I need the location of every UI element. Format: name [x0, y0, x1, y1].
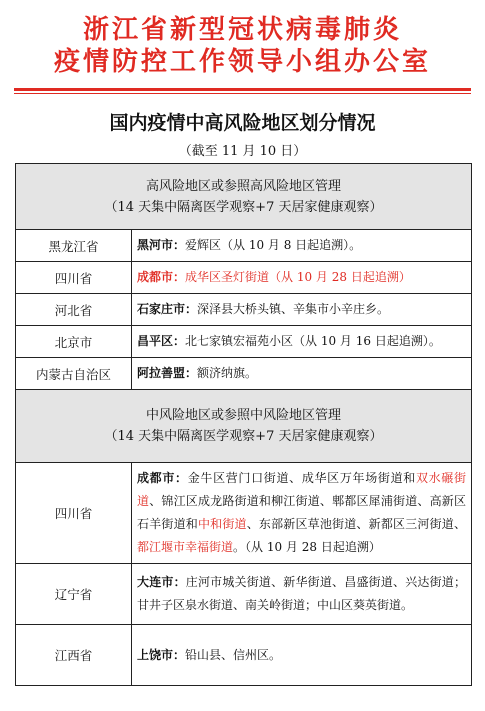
area-cell — [132, 326, 472, 358]
table-row — [16, 230, 472, 262]
city-label: 黑河市： — [137, 238, 186, 252]
city-label: 成都市： — [137, 270, 186, 284]
province-cell: 河北省 — [16, 294, 132, 326]
area-cell — [132, 358, 472, 390]
area-detail: 爱辉区（从 10 月 8 日起追溯）。 — [185, 238, 362, 252]
city-label: 大连市： — [137, 575, 186, 589]
area-cell — [132, 564, 472, 625]
high-risk-heading: 高风险地区或参照高风险地区管理 — [145, 178, 341, 194]
province-cell: 辽宁省 — [16, 564, 132, 625]
area-detail: 成华区圣灯街道（从 10 月 28 日起追溯） — [185, 270, 411, 284]
office-letterhead — [0, 14, 485, 78]
province-cell: 黑龙江省 — [16, 230, 132, 262]
city-label: 昌平区： — [137, 334, 186, 348]
area-detail: 、锦江区成龙路街道和柳江街道、郫都区犀浦街道、高新区石羊街道和 — [137, 494, 466, 531]
mid-risk-note: （14 天集中隔离医学观察+7 天居家健康观察） — [104, 429, 383, 444]
area-detail-highlight: 都江堰市幸福街道 — [137, 540, 234, 554]
city-label: 石家庄市： — [137, 302, 198, 316]
high-risk-note: （14 天集中隔离医学观察+7 天居家健康观察） — [104, 199, 383, 215]
area-detail: 。（从 10 月 28 日起追溯） — [233, 540, 381, 554]
letterhead-line-1: 浙江省新型冠状病毒肺炎 — [82, 15, 402, 45]
letterhead-rule-thin — [14, 93, 471, 94]
table-row — [16, 625, 472, 686]
area-detail: 铅山县、信州区。 — [185, 647, 282, 662]
area-cell — [132, 230, 472, 262]
mid-risk-heading: 中风险地区或参照中风险地区管理 — [145, 408, 341, 423]
document-title: 国内疫情中高风险地区划分情况 — [109, 112, 376, 134]
area-detail-highlight: 双水碾街道 — [137, 471, 466, 508]
letterhead-rule-thick — [14, 88, 471, 91]
area-cell — [132, 294, 472, 326]
letterhead-line-2: 疫情防控工作领导小组办公室 — [53, 47, 431, 77]
area-detail-highlight: 中和街道 — [197, 517, 247, 531]
province-cell: 江西省 — [16, 625, 132, 686]
area-detail: 、东部新区草池街道、新都区三河街道、 — [246, 517, 466, 531]
area-detail: 深泽县大桥头镇、辛集市小辛庄乡。 — [197, 302, 390, 316]
area-cell — [132, 625, 472, 686]
area-cell — [132, 262, 472, 294]
table-row — [16, 294, 472, 326]
province-cell: 四川省 — [16, 463, 132, 564]
city-label: 阿拉善盟： — [137, 366, 198, 380]
area-detail: 金牛区营门口街道、成华区万年场街道和 — [187, 471, 416, 485]
area-cell — [132, 463, 472, 564]
table-row — [16, 463, 472, 564]
province-cell: 四川省 — [16, 262, 132, 294]
area-detail: 庄河市城关街道、新华街道、昌盛街道、兴达街道；甘井子区泉水街道、南关岭街道；中山区葵英街道。 — [137, 575, 466, 612]
table-row — [16, 358, 472, 390]
risk-area-table — [15, 163, 472, 686]
city-label: 上饶市： — [137, 647, 186, 662]
table-row — [16, 262, 472, 294]
high-risk-section-header — [16, 164, 472, 230]
document-date: （截至 11 月 10 日） — [178, 144, 307, 159]
province-cell: 内蒙古自治区 — [16, 358, 132, 390]
province-cell: 北京市 — [16, 326, 132, 358]
city-label: 成都市： — [137, 471, 188, 485]
area-detail: 北七家镇宏福苑小区（从 10 月 16 日起追溯）。 — [185, 334, 441, 348]
table-row — [16, 326, 472, 358]
mid-risk-section-header — [16, 390, 472, 463]
area-detail: 额济纳旗。 — [197, 366, 258, 380]
table-row — [16, 564, 472, 625]
